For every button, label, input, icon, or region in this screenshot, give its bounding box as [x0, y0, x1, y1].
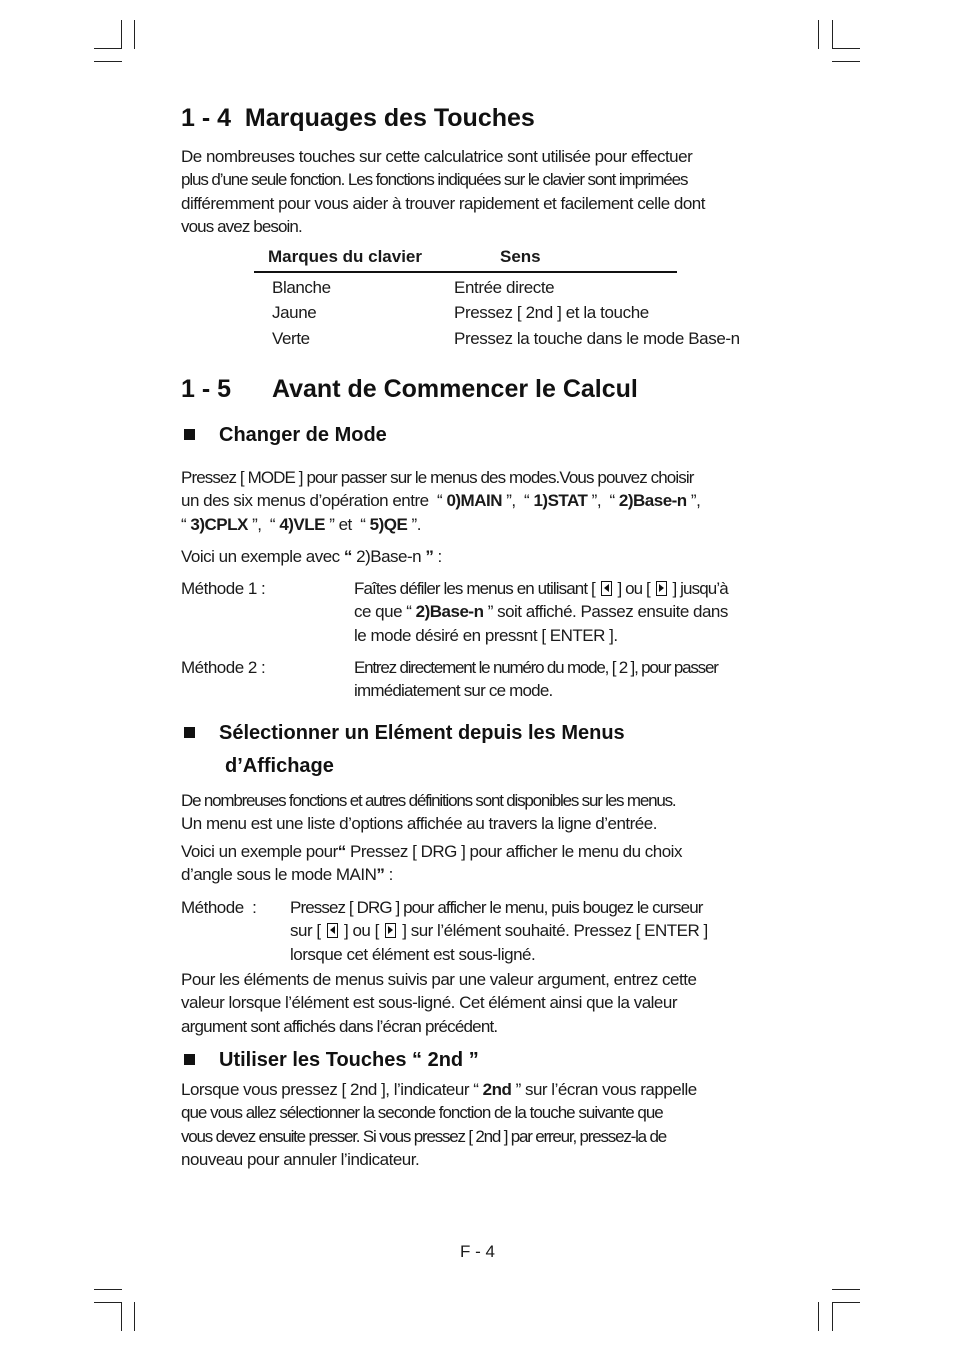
left-arrow-key-icon	[327, 923, 338, 938]
selection-heading: Sélectionner un Elément depuis les Menus d’Affichage	[184, 717, 625, 783]
method-2-label: Méthode 2 :	[181, 658, 266, 677]
section-1-5-number: 1 - 5	[181, 375, 232, 403]
right-arrow-key-icon	[656, 581, 667, 596]
bullet-square-icon	[184, 727, 195, 738]
selection-example: Voici un exemple pour“ Pressez [ DRG ] pour afficher le menu du choix d’angle sous le mode MAIN” :	[181, 842, 682, 885]
crop-mark	[818, 1302, 819, 1331]
crop-mark	[121, 20, 122, 49]
changer-mode-paragraph: Pressez [ MODE ] pour passer sur le menus des modes.Vous pouvez choisir un des six menus d’opération entre “ 0)MAIN ”, “ 1)STAT ”, “ 2)Base-n ”, “ 3)CPLX ”, “ 4)VLE ” et “ 5)QE ”.	[181, 468, 701, 534]
crop-mark	[94, 1289, 122, 1290]
crop-mark	[832, 1289, 860, 1290]
second-key-heading: Utiliser les Touches “ 2nd ”	[184, 1049, 479, 1072]
section-1-4-paragraph: De nombreuses touches sur cette calculatrice sont utilisée pour effectuer plus d’une seule fonction. Les fonctions indiquées sur le clavier sont imprimées différemment pour vous aider à trouver rapidement et facilement celle dont vous avez besoin.	[181, 147, 705, 236]
second-key-paragraph: Lorsque vous pressez [ 2nd ], l’indicateur “ 2nd ” sur l’écran vous rappelle que vous allez sélectionner la seconde fonction de la touche suivante que vous devez ensuite presser. Si vous pressez [ 2nd ] par erreur, pressez-la de nouveau pour annuler l’indicateur.	[181, 1080, 697, 1169]
section-1-5-title: Avant de Commencer le Calcul	[272, 375, 638, 403]
left-arrow-key-icon	[601, 581, 612, 596]
crop-mark	[832, 1302, 860, 1303]
crop-mark	[832, 61, 860, 62]
crop-mark	[832, 20, 833, 49]
selection-paragraph: De nombreuses fonctions et autres définitions sont disponibles sur les menus. Un menu est une liste d’options affichée au travers la ligne d’entrée.	[181, 791, 676, 834]
crop-mark	[121, 1302, 122, 1331]
table-row-mark: Jaune	[272, 303, 317, 322]
selection-argument-paragraph: Pour les éléments de menus suivis par une valeur argument, entrez cette valeur lorsque l’élément est sous-ligné. Cet élément ainsi que la valeur argument sont affichés dans l’écran précédent.	[181, 970, 697, 1036]
table-row-mark: Verte	[272, 329, 310, 348]
section-1-4-title: 1 - 4 Marquages des Touches	[181, 104, 535, 132]
table-row-sens: Pressez [ 2nd ] et la touche	[454, 303, 649, 322]
crop-mark	[134, 20, 135, 49]
crop-mark	[818, 20, 819, 49]
table-row-mark: Blanche	[272, 278, 331, 297]
table-row-sens: Entrée directe	[454, 278, 555, 297]
crop-mark	[134, 1302, 135, 1331]
table-header-marques: Marques du clavier	[268, 247, 423, 266]
table-row-sens: Pressez la touche dans le mode Base-n	[454, 329, 740, 348]
crop-mark	[94, 61, 122, 62]
selection-method-text: Pressez [ DRG ] pour afficher le menu, puis bougez le curseur sur [ ] ou [ ] sur l’élément souhaité. Pressez [ ENTER ] lorsque cet élément est sous-ligné.	[290, 898, 708, 964]
bullet-square-icon	[184, 1054, 195, 1065]
crop-mark	[94, 48, 122, 49]
crop-mark	[94, 1302, 122, 1303]
table-header-sens: Sens	[500, 247, 541, 266]
method-1-label: Méthode 1 :	[181, 579, 266, 598]
bullet-square-icon	[184, 429, 195, 440]
method-2-text: Entrez directement le numéro du mode, [ 2 ], pour passer immédiatement sur ce mode.	[354, 658, 718, 701]
crop-mark	[832, 48, 860, 49]
example-line: Voici un exemple avec “ 2)Base-n ” :	[181, 547, 442, 566]
changer-mode-heading: Changer de Mode	[184, 424, 387, 447]
method-1-text: Faîtes défiler les menus en utilisant [ ] ou [ ] jusqu’à ce que “ 2)Base-n ” soit affiché. Passez ensuite dans le mode désiré en pressnt [ ENTER ].	[354, 579, 728, 645]
page-number: F - 4	[460, 1242, 495, 1261]
crop-mark	[832, 1302, 833, 1331]
table-header-rule	[254, 271, 677, 273]
right-arrow-key-icon	[385, 923, 396, 938]
selection-method-label: Méthode :	[181, 898, 257, 917]
